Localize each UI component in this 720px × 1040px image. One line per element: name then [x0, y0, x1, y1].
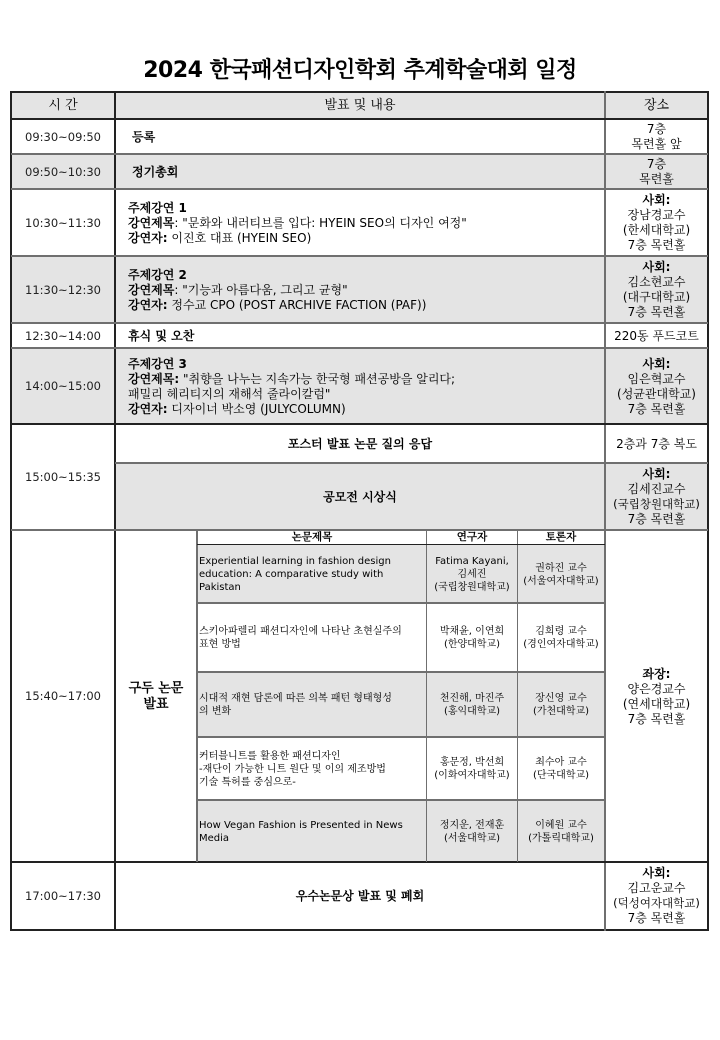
keynote-label: 주제강연 3 [128, 356, 187, 371]
poster-location: 2층과 7층 복도 [616, 436, 697, 451]
header-content: 발표 및 내용 [324, 98, 396, 113]
closing-ceremony: 우수논문상 발표 및 폐회 [295, 888, 425, 903]
general-meeting-label: 정기총회 [132, 164, 179, 179]
header-location: 장소 [643, 98, 670, 113]
oral-session-label: 구두 논문 발표 [128, 680, 184, 712]
papers-header-researcher: 연구자 [456, 531, 488, 543]
sub-col-sep-session [196, 530, 198, 862]
moderator-role: 사회: [642, 193, 671, 207]
row-content [116, 324, 604, 348]
paper-title: Experiential learning in fashion design education: A comparative study with Pakistan [199, 556, 391, 593]
lecture-title: : "기능과 아름다움, 그리고 균형" [174, 282, 348, 297]
paper-discussant: 장신영 교수 (가천대학교) [532, 693, 590, 717]
row-location: 7층 목련홀 [639, 157, 674, 186]
papers-header-title: 논문제목 [291, 531, 333, 543]
row-time: 09:30~09:50 [25, 129, 101, 144]
award-ceremony: 공모전 시상식 [323, 489, 397, 504]
oral-session-location: 좌장: 양은경교수 (연세대학교) 7층 목련홀 [622, 666, 691, 726]
paper-researcher: 천진해, 마진주 (홍익대학교) [439, 693, 505, 717]
lecture-title-label: 강연제목: [128, 371, 180, 386]
speaker-label: 강연자: [128, 297, 168, 312]
sub-header-sep [197, 544, 605, 545]
row-time: 11:30~12:30 [25, 282, 101, 297]
border-right [707, 91, 709, 931]
row-time: 15:00~15:35 [25, 470, 101, 484]
paper-researcher: 박채윤, 이연희 (한양대학교) [439, 626, 505, 650]
lecture-title: "취향을 나누는 지속가능 한국형 패션공방을 알리다; [179, 371, 456, 386]
speaker: 이진호 대표 (HYEIN SEO) [167, 230, 312, 245]
poster-session: 포스터 발표 논문 질의 응답 [287, 436, 433, 451]
keynote-label: 주제강연 1 [128, 200, 187, 215]
row-time: 15:40~17:00 [25, 689, 101, 703]
keynote-1-content [116, 190, 604, 256]
lecture-title: : "문화와 내러티브를 입다: HYEIN SEO의 디자인 여정" [174, 215, 467, 230]
row-time: 17:00~17:30 [25, 888, 101, 903]
paper-title: How Vegan Fashion is Presented in News Media [199, 819, 403, 844]
paper-researcher: 정지운, 전재훈 (서울대학교) [439, 819, 505, 844]
lecture-title-label: 강연제목 [128, 215, 175, 230]
header-time: 시 간 [48, 98, 78, 113]
paper-discussant: 김희령 교수 (경인여자대학교) [523, 626, 599, 650]
row-location: 사회: 장남경교수 (한세대학교) 7층 목련홀 [622, 193, 691, 252]
moderator-role: 사회: [642, 467, 671, 481]
row-content [116, 120, 604, 154]
speaker-label: 강연자: [128, 230, 168, 245]
paper-researcher: 홍문정, 박선희 (이화여자대학교) [434, 757, 510, 781]
row-time: 12:30~14:00 [25, 328, 101, 343]
keynote-label: 주제강연 2 [128, 267, 187, 282]
paper-title: 커터블니트를 활용한 패션디자인 -재단이 가능한 니트 원단 및 이의 제조방법 기술 특허를 중심으로- [199, 750, 386, 788]
closing-location: 사회: 김고운교수 (덕성여자대학교) 7층 목련홀 [613, 866, 700, 925]
paper-title: 시대적 재현 담론에 따른 의복 패턴 형태형성 의 변화 [199, 693, 392, 717]
row-content [116, 155, 604, 189]
row-time: 14:00~15:00 [25, 379, 101, 393]
paper-discussant: 최수아 교수 (단국대학교) [532, 757, 590, 781]
row-location: 220동 푸드코트 [614, 328, 699, 343]
paper-discussant: 권하진 교수 (서울여자대학교) [523, 562, 599, 587]
paper-title: 스키아파렐리 패션디자인에 나타난 초현실주의 표현 방법 [199, 626, 402, 650]
row-time: 09:50~10:30 [25, 164, 101, 179]
paper-discussant: 이혜원 교수 (가톨릭대학교) [528, 819, 594, 844]
moderator-role: 사회: [642, 356, 671, 371]
speaker: 디자이너 박소영 (JULYCOLUMN) [167, 401, 346, 416]
keynote-3-content [116, 349, 604, 424]
keynote-2-content [116, 257, 604, 323]
award-location: 사회: 김세진교수 (국립창원대학교) 7층 목련홀 [613, 467, 700, 526]
page-title: 2024 한국패션디자인학회 추계학술대회 일정 [143, 58, 577, 83]
lecture-title-label: 강연제목 [128, 282, 175, 297]
papers-header-discussant: 토론자 [545, 531, 577, 543]
row-time: 10:30~11:30 [25, 215, 101, 230]
moderator-role: 사회: [642, 260, 671, 274]
registration-label: 등록 [132, 129, 156, 144]
chair-role: 좌장: [642, 666, 671, 681]
speaker: 정수교 CPO (POST ARCHIVE FACTION (PAF)) [167, 297, 427, 312]
lunch-label: 휴식 및 오찬 [128, 328, 195, 343]
lecture-title-cont: 패밀리 헤리티지의 재해석 줄라이칼럼" [128, 386, 331, 401]
row-location: 사회: 김소현교수 (대구대학교) 7층 목련홀 [622, 260, 691, 319]
speaker-label: 강연자: [128, 401, 168, 416]
row-location: 사회: 임은혁교수 (성균관대학교) 7층 목련홀 [617, 356, 696, 416]
moderator-role: 사회: [642, 866, 671, 880]
row-location: 7층 목련홀 앞 [631, 122, 682, 151]
paper-researcher: Fatima Kayani, 김세진 (국립창원대학교) [434, 556, 510, 593]
